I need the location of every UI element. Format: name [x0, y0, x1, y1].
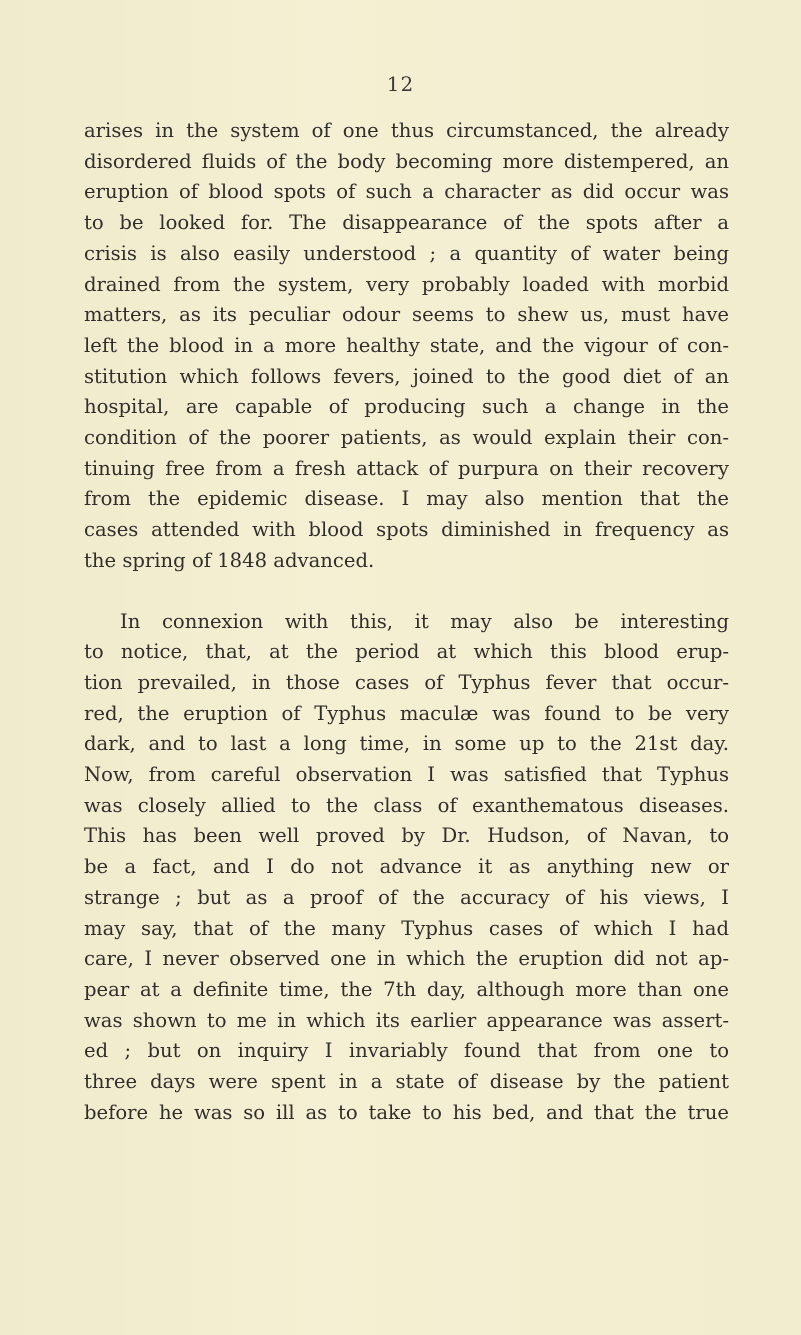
paragraph-1 — [84, 116, 729, 577]
text-line: be a fact, and I do not advance it as anything new or — [84, 855, 729, 879]
text-line: This has been well proved by Dr. Hudson, of Navan, to — [84, 824, 729, 848]
text-line: tinuing free from a fresh attack of purpura on their recovery — [84, 456, 729, 480]
text-line: disordered fluids of the body becoming more distempered, an — [84, 149, 729, 173]
text-line: crisis is also easily understood ; a quantity of water being — [84, 241, 729, 265]
body-text — [84, 116, 729, 1129]
text-line: hospital, are capable of producing such a change in the — [84, 395, 729, 419]
text-line: three days were spent in a state of disease by the patient — [84, 1070, 729, 1094]
text-line: Now, from careful observation I was satisfied that Typhus — [84, 763, 729, 787]
text-line: condition of the poorer patients, as would explain their con- — [84, 426, 729, 450]
text-line: dark, and to last a long time, in some up to the 21st day. — [84, 732, 729, 756]
text-line: to notice, that, at the period at which this blood erup- — [84, 640, 729, 664]
paragraph-gap — [84, 577, 729, 607]
text-line: care, I never observed one in which the eruption did not ap- — [84, 947, 729, 971]
text-line: before he was so ill as to take to his bed, and that the true — [84, 1100, 729, 1124]
text-line: was closely allied to the class of exanthematous diseases. — [84, 793, 729, 817]
text-line: from the epidemic disease. I may also mention that the — [84, 487, 729, 511]
text-line: tion prevailed, in those cases of Typhus fever that occur- — [84, 670, 729, 694]
text-line: In connexion with this, it may also be interesting — [120, 609, 729, 633]
text-line: matters, as its peculiar odour seems to shew us, must have — [84, 303, 729, 327]
text-line: red, the eruption of Typhus maculæ was found to be very — [84, 701, 729, 725]
text-line: the spring of 1848 advanced. — [84, 548, 375, 572]
text-line: ed ; but on inquiry I invariably found that from one to — [84, 1039, 729, 1063]
text-line: may say, that of the many Typhus cases of which I had — [84, 916, 729, 940]
text-line: cases attended with blood spots diminished in frequency as — [84, 518, 729, 542]
page-number: 12 — [386, 72, 415, 96]
text-line: drained from the system, very probably loaded with morbid — [84, 272, 729, 296]
text-line: left the blood in a more healthy state, and the vigour of con- — [84, 333, 729, 357]
text-line: stitution which follows fevers, joined to the good diet of an — [84, 364, 729, 388]
text-line: pear at a definite time, the 7th day, although more than one — [84, 977, 729, 1001]
text-line: strange ; but as a proof of the accuracy of his views, I — [84, 885, 729, 909]
paragraph-2 — [84, 607, 729, 1129]
text-line: arises in the system of one thus circumstanced, the already — [84, 119, 729, 142]
text-line: was shown to me in which its earlier appearance was assert- — [84, 1008, 729, 1032]
text-line: eruption of blood spots of such a character as did occur was — [84, 180, 729, 204]
text-line: to be looked for. The disappearance of the spots after a — [84, 211, 729, 235]
